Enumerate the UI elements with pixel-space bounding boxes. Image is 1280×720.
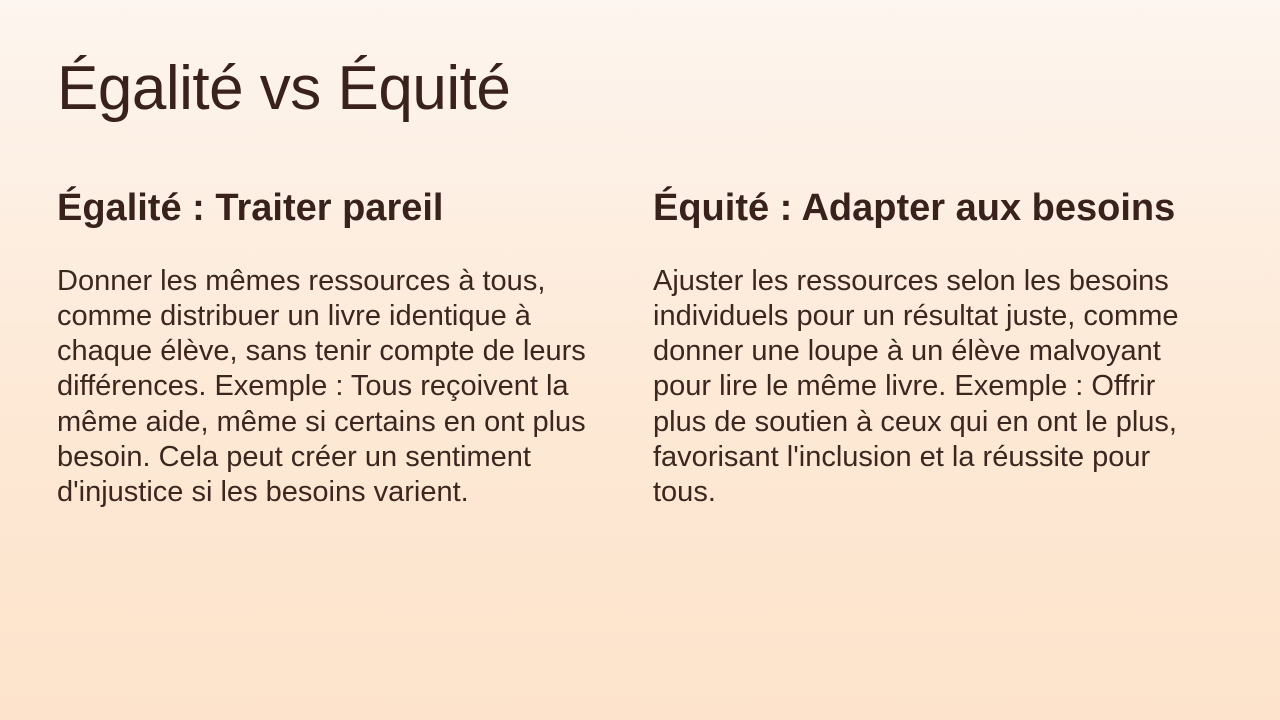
equity-column <box>653 186 1223 511</box>
equality-heading: Égalité : Traiter pareil <box>57 187 444 229</box>
equality-description: Donner les mêmes ressources à tous, comme distribuer un livre identique à chaque élève, sans tenir compte de leurs différences. Exemple : Tous reçoivent la même aide, même si certains en ont plus besoin. Cela peut créer un sentiment d'injustice si les besoins varient. <box>57 264 586 509</box>
equity-description: Ajuster les ressources selon les besoins individuels pour un résultat juste, comme donner une loupe à un élève malvoyant pour lire le même livre. Exemple : Offrir plus de soutien à ceux qui en ont le plus, favorisant l'inclusion et la réussite pour tous. <box>653 264 1179 509</box>
slide-title: Égalité vs Équité <box>57 54 511 123</box>
equity-heading: Équité : Adapter aux besoins <box>653 187 1176 229</box>
comparison-columns <box>57 186 1223 511</box>
equality-column <box>57 186 653 511</box>
